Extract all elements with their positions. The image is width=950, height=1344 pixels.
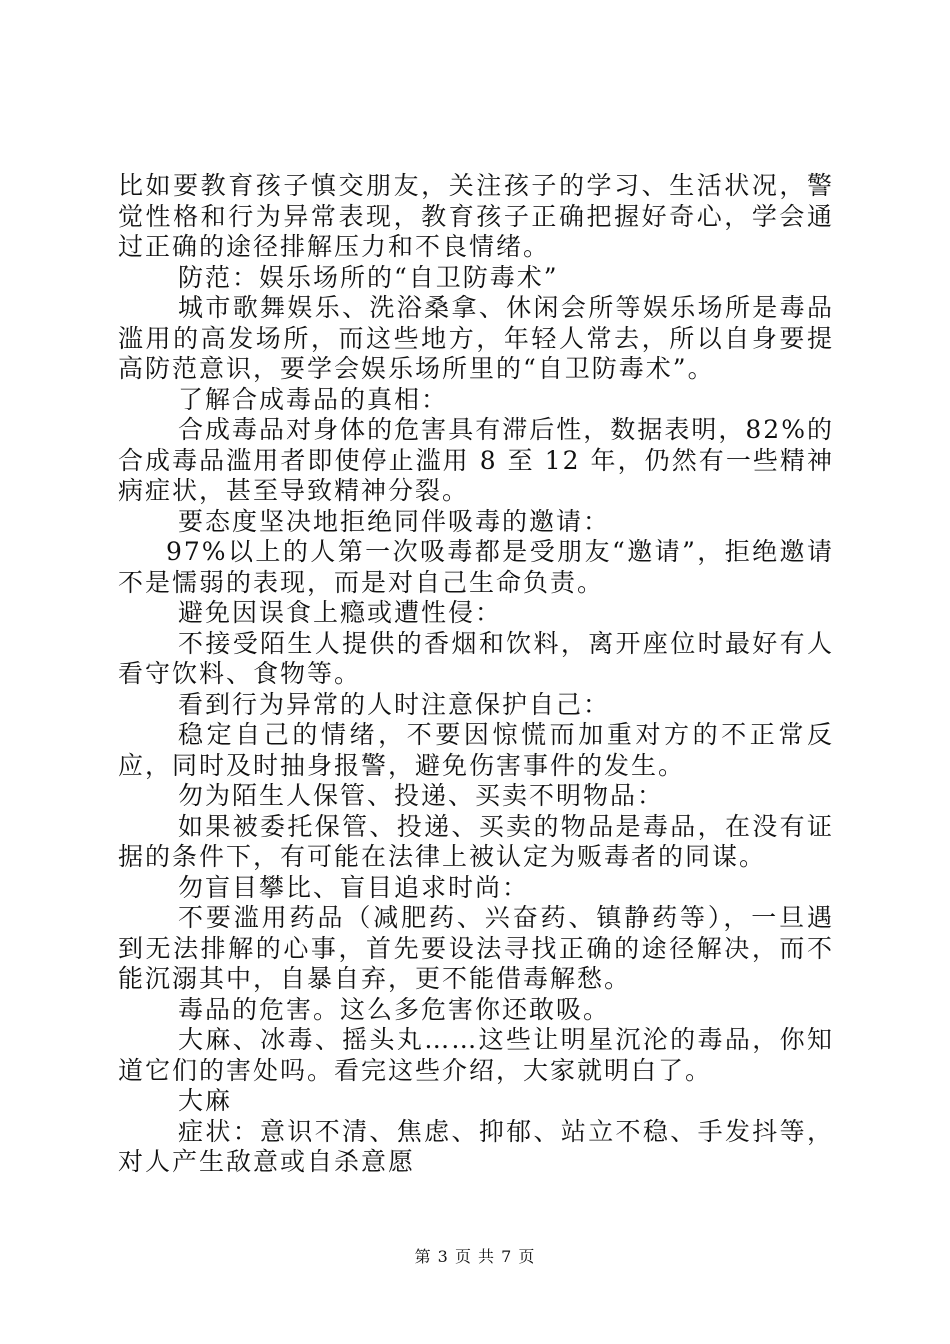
document-body [118,171,834,1178]
section-heading: 要态度坚决地拒绝同伴吸毒的邀请： [178,506,611,536]
page-number: 第 3 页 共 7 页 [414,1247,536,1266]
paragraph: 症状：意识不清、焦虑、抑郁、站立不稳、手发抖等，对人产生敌意或自杀意愿 [118,1116,834,1176]
section-heading: 看到行为异常的人时注意保护自己： [178,689,611,719]
section-heading: 毒品的危害。这么多危害你还敢吸。 [178,994,611,1024]
section-heading: 了解合成毒品的真相： [178,384,449,414]
paragraph: 合成毒品对身体的危害具有滞后性，数据表明，82%的合成毒品滥用者即使停止滥用 8 至 12 年，仍然有一些精神病症状，甚至导致精神分裂。 [118,415,834,505]
section-heading: 防范：娱乐场所的“自卫防毒术” [178,262,559,292]
page-footer [0,1244,950,1267]
section-heading: 勿盲目攀比、盲目追求时尚： [178,872,530,902]
section-heading: 勿为陌生人保管、投递、买卖不明物品： [178,781,665,810]
paragraph: 稳定自己的情绪，不要因惊慌而加重对方的不正常反应，同时及时抽身报警，避免伤害事件的发生。 [118,720,834,780]
paragraph: 大麻、冰毒、摇头丸……这些让明星沉沦的毒品，你知道它们的害处吗。看完这些介绍，大家就明白了。 [118,1025,834,1085]
paragraph: 城市歌舞娱乐、洗浴桑拿、休闲会所等娱乐场所是毒品滥用的高发场所，而这些地方，年轻人常去，所以自身要提高防范意识，要学会娱乐场所里的“自卫防毒术”。 [118,293,834,383]
paragraph: 比如要教育孩子慎交朋友，关注孩子的学习、生活状况，警觉性格和行为异常表现，教育孩子正确把握好奇心，学会通过正确的途径排解压力和不良情绪。 [118,171,834,261]
paragraph: 不要滥用药品（减肥药、兴奋药、镇静药等），一旦遇到无法排解的心事，首先要设法寻找正确的途径解决，而不能沉溺其中，自暴自弃，更不能借毒解愁。 [118,903,834,993]
section-heading: 避免因误食上瘾或遭性侵： [178,598,503,627]
paragraph: 如果被委托保管、投递、买卖的物品是毒品，在没有证据的条件下，有可能在法律上被认定为贩毒者的同谋。 [118,811,834,871]
section-heading: 大麻 [178,1086,233,1115]
paragraph: 97%以上的人第一次吸毒都是受朋友“邀请”，拒绝邀请不是懦弱的表现，而是对自己生命负责。 [118,537,834,597]
paragraph: 不接受陌生人提供的香烟和饮料，离开座位时最好有人看守饮料、食物等。 [118,628,834,688]
